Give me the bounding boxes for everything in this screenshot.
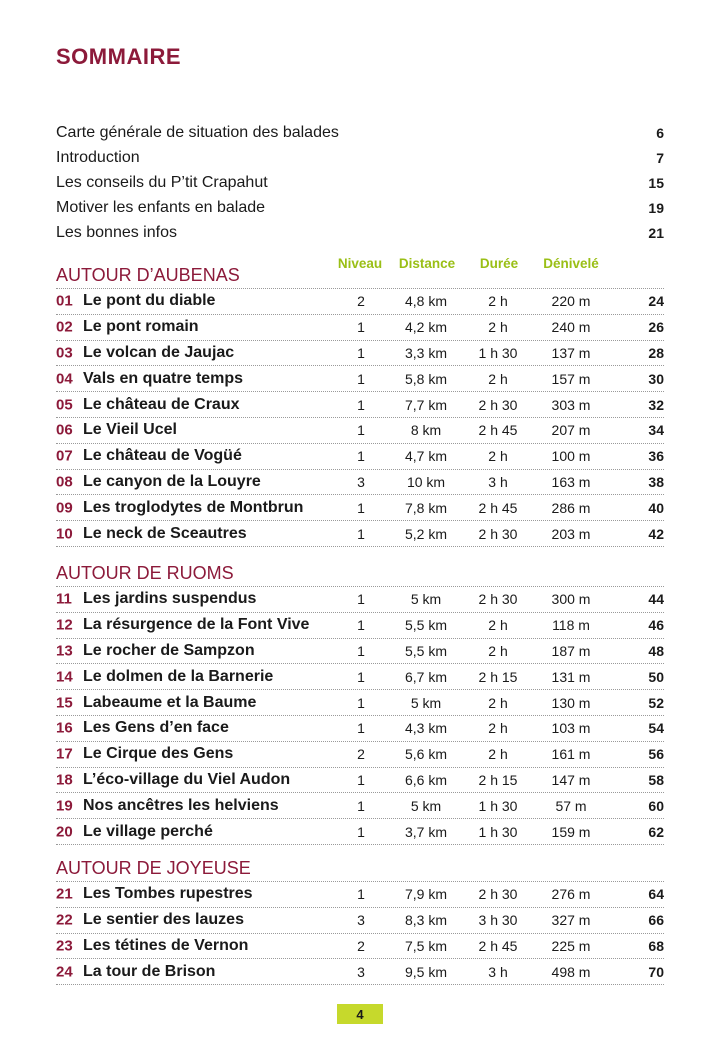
route-number: 01	[56, 292, 73, 310]
route-niveau: 2	[357, 293, 365, 310]
route-niveau: 3	[357, 963, 365, 980]
route-duree: 2 h	[488, 720, 508, 737]
route-number: 15	[56, 694, 73, 712]
route-row[interactable]	[56, 288, 664, 314]
route-row[interactable]	[56, 340, 664, 366]
route-row[interactable]	[56, 689, 664, 715]
route-distance: 7,9 km	[404, 886, 448, 903]
route-niveau: 1	[357, 771, 365, 788]
route-duree: 3 h 30	[478, 912, 518, 929]
route-row[interactable]	[56, 792, 664, 818]
route-page: 50	[648, 668, 664, 685]
route-name: Les Gens d’en face	[83, 719, 229, 737]
route-distance: 6,6 km	[404, 771, 448, 788]
intro-item[interactable]	[56, 220, 664, 245]
route-name: Le neck de Sceautres	[83, 524, 247, 542]
route-duree: 2 h 45	[478, 422, 518, 439]
route-distance: 5,6 km	[404, 746, 448, 763]
section-header	[56, 855, 664, 881]
route-distance: 7,8 km	[404, 499, 448, 516]
route-duree: 3 h	[488, 963, 508, 980]
route-denivele: 130 m	[551, 694, 591, 711]
route-niveau: 1	[357, 668, 365, 685]
route-number: 09	[56, 499, 73, 517]
route-number: 12	[56, 616, 73, 634]
route-name: Le pont du diable	[83, 292, 216, 310]
route-duree: 1 h 30	[478, 797, 518, 814]
route-name: Le dolmen de la Barnerie	[83, 667, 274, 685]
route-distance: 5,5 km	[404, 617, 448, 634]
route-duree: 1 h 30	[478, 344, 518, 361]
route-duree: 2 h 15	[478, 668, 518, 685]
route-row[interactable]	[56, 520, 664, 547]
intro-item-label: Carte générale de situation des balades	[56, 123, 339, 141]
route-denivele: 137 m	[551, 344, 591, 361]
route-duree: 2 h 30	[478, 886, 518, 903]
route-denivele: 131 m	[551, 668, 591, 685]
route-niveau: 1	[357, 396, 365, 413]
route-niveau: 1	[357, 591, 365, 608]
route-niveau: 1	[357, 370, 365, 387]
route-row[interactable]	[56, 443, 664, 469]
route-niveau: 3	[357, 473, 365, 490]
route-page: 66	[648, 912, 664, 929]
route-number: 14	[56, 668, 73, 686]
route-number: 23	[56, 937, 73, 955]
column-duree-header: Durée	[479, 256, 519, 271]
route-page: 56	[648, 746, 664, 763]
intro-item[interactable]	[56, 145, 664, 170]
route-number: 21	[56, 885, 73, 903]
route-name: La résurgence de la Font Vive	[83, 616, 310, 634]
route-niveau: 1	[357, 694, 365, 711]
route-denivele: 163 m	[551, 473, 591, 490]
route-number: 06	[56, 421, 73, 439]
route-distance: 8,3 km	[404, 912, 448, 929]
route-denivele: 220 m	[551, 293, 591, 310]
page-number-badge: 4	[337, 1004, 383, 1024]
route-distance: 9,5 km	[404, 963, 448, 980]
route-denivele: 286 m	[551, 499, 591, 516]
route-row[interactable]	[56, 818, 664, 845]
route-number: 10	[56, 525, 73, 543]
route-row[interactable]	[56, 958, 664, 985]
route-page: 48	[648, 642, 664, 659]
intro-item-page: 7	[656, 149, 664, 166]
route-name: La tour de Brison	[83, 962, 216, 980]
route-niveau: 2	[357, 746, 365, 763]
route-denivele: 118 m	[552, 617, 590, 634]
route-denivele: 203 m	[551, 525, 591, 542]
route-name: Vals en quatre temps	[83, 369, 244, 387]
route-name: Les Tombes rupestres	[83, 885, 253, 903]
intro-item-page: 21	[648, 224, 664, 241]
route-distance: 6,7 km	[404, 668, 448, 685]
route-page: 24	[648, 293, 664, 310]
route-number: 13	[56, 642, 73, 660]
route-distance: 4,8 km	[404, 293, 448, 310]
route-page: 30	[648, 370, 664, 387]
route-distance: 4,3 km	[404, 720, 448, 737]
route-page: 26	[648, 319, 664, 336]
route-duree: 2 h	[488, 448, 508, 465]
route-page: 58	[648, 771, 664, 788]
route-name: Le Vieil Ucel	[83, 421, 177, 439]
route-page: 70	[648, 963, 664, 980]
route-distance: 4,2 km	[404, 319, 448, 336]
route-number: 02	[56, 318, 73, 336]
route-name: Les tétines de Vernon	[83, 936, 249, 954]
route-duree: 2 h 30	[478, 525, 518, 542]
route-duree: 2 h 45	[478, 937, 518, 954]
route-duree: 2 h	[488, 293, 508, 310]
route-distance: 5 km	[410, 797, 442, 814]
route-duree: 2 h	[488, 746, 508, 763]
intro-item-label: Introduction	[56, 148, 140, 166]
route-niveau: 2	[357, 937, 365, 954]
route-number: 18	[56, 771, 73, 789]
route-number: 05	[56, 396, 73, 414]
route-distance: 10 km	[406, 473, 446, 490]
route-niveau: 1	[357, 642, 365, 659]
route-duree: 2 h	[488, 319, 508, 336]
route-distance: 5 km	[410, 591, 442, 608]
intro-item-label: Les conseils du P’tit Crapahut	[56, 173, 268, 191]
route-page: 62	[648, 823, 664, 840]
route-page: 52	[648, 694, 664, 711]
route-niveau: 1	[357, 617, 365, 634]
route-duree: 2 h	[488, 642, 508, 659]
route-row[interactable]	[56, 741, 664, 767]
route-niveau: 1	[357, 720, 365, 737]
route-niveau: 1	[357, 886, 365, 903]
route-page: 60	[648, 797, 664, 814]
route-row[interactable]	[56, 391, 664, 417]
route-denivele: 225 m	[551, 937, 591, 954]
route-denivele: 327 m	[551, 912, 591, 929]
column-distance-header: Distance	[398, 256, 456, 271]
route-row[interactable]	[56, 663, 664, 689]
route-row[interactable]	[56, 365, 664, 391]
route-page: 28	[648, 344, 664, 361]
intro-item-label: Motiver les enfants en balade	[56, 198, 266, 216]
route-distance: 7,5 km	[404, 937, 448, 954]
route-page: 54	[648, 720, 664, 737]
route-row[interactable]	[56, 314, 664, 340]
intro-item[interactable]	[56, 195, 664, 220]
route-row[interactable]	[56, 767, 664, 793]
route-name: L’éco-village du Viel Audon	[83, 770, 291, 788]
route-number: 04	[56, 370, 73, 388]
route-niveau: 3	[357, 912, 365, 929]
section-header	[56, 560, 664, 586]
route-name: Nos ancêtres les helviens	[83, 796, 279, 814]
route-number: 22	[56, 911, 73, 929]
route-duree: 2 h 45	[478, 499, 518, 516]
route-number: 19	[56, 797, 73, 815]
route-page: 46	[648, 617, 664, 634]
route-denivele: 303 m	[551, 396, 591, 413]
route-distance: 5 km	[410, 694, 442, 711]
route-row[interactable]	[56, 612, 664, 638]
intro-item-page: 19	[648, 199, 664, 216]
section-header	[56, 256, 664, 288]
route-duree: 3 h	[488, 473, 508, 490]
route-page: 68	[648, 937, 664, 954]
intro-item[interactable]	[56, 170, 664, 195]
route-denivele: 498 m	[551, 963, 591, 980]
section-joyeuse	[56, 855, 664, 985]
intro-item-page: 6	[656, 124, 664, 141]
route-denivele: 276 m	[551, 886, 591, 903]
route-niveau: 1	[357, 448, 365, 465]
route-niveau: 1	[357, 525, 365, 542]
route-page: 38	[648, 473, 664, 490]
route-row[interactable]	[56, 907, 664, 933]
route-duree: 2 h 30	[478, 591, 518, 608]
route-name: Le rocher de Sampzon	[83, 641, 255, 659]
route-duree: 2 h	[488, 617, 508, 634]
route-name: Le pont romain	[83, 318, 199, 336]
route-number: 17	[56, 745, 73, 763]
route-row[interactable]	[56, 638, 664, 664]
route-name: Le château de Craux	[83, 395, 240, 413]
route-denivele: 147 m	[551, 771, 591, 788]
route-name: Le volcan de Jaujac	[83, 343, 235, 361]
route-name: Le village perché	[83, 822, 213, 840]
route-number: 24	[56, 963, 73, 981]
route-duree: 2 h 30	[478, 396, 518, 413]
intro-item-label: Les bonnes infos	[56, 223, 177, 241]
route-row[interactable]	[56, 715, 664, 741]
route-page: 32	[648, 396, 664, 413]
route-distance: 5,2 km	[404, 525, 448, 542]
route-page: 44	[648, 591, 664, 608]
section-title: AUTOUR DE RUOMS	[56, 563, 234, 583]
route-name: Le château de Vogüé	[83, 447, 242, 465]
route-distance: 5,8 km	[404, 370, 448, 387]
route-denivele: 240 m	[551, 319, 591, 336]
route-duree: 1 h 30	[478, 823, 518, 840]
route-row[interactable]	[56, 933, 664, 959]
section-title: AUTOUR DE JOYEUSE	[56, 858, 251, 878]
route-row[interactable]	[56, 417, 664, 443]
route-name: Labeaume et la Baume	[83, 693, 257, 711]
route-denivele: 57 m	[555, 797, 587, 814]
route-distance: 4,7 km	[404, 448, 448, 465]
route-distance: 5,5 km	[404, 642, 448, 659]
route-row[interactable]	[56, 494, 664, 520]
route-page: 36	[648, 448, 664, 465]
route-row[interactable]	[56, 586, 664, 612]
route-denivele: 187 m	[551, 642, 591, 659]
route-page: 64	[648, 886, 664, 903]
route-row[interactable]	[56, 881, 664, 907]
route-denivele: 161 m	[551, 746, 591, 763]
route-denivele: 157 m	[551, 370, 591, 387]
route-niveau: 1	[357, 422, 365, 439]
route-number: 08	[56, 473, 73, 491]
route-niveau: 1	[357, 319, 365, 336]
route-duree: 2 h	[488, 694, 508, 711]
route-denivele: 159 m	[551, 823, 591, 840]
route-page: 42	[648, 525, 664, 542]
route-distance: 3,3 km	[404, 344, 448, 361]
route-name: Le sentier des lauzes	[83, 911, 244, 929]
column-niveau-header: Niveau	[337, 256, 383, 271]
route-name: Les troglodytes de Montbrun	[83, 498, 304, 516]
route-niveau: 1	[357, 797, 365, 814]
route-row[interactable]	[56, 469, 664, 495]
route-duree: 2 h	[488, 370, 508, 387]
section-ruoms	[56, 560, 664, 845]
route-name: Les jardins suspendus	[83, 590, 257, 608]
route-denivele: 207 m	[551, 422, 591, 439]
route-name: Le canyon de la Louyre	[83, 472, 261, 490]
section-title: AUTOUR D’AUBENAS	[56, 265, 240, 285]
column-denivele-header: Dénivelé	[543, 256, 599, 271]
route-denivele: 103 m	[551, 720, 591, 737]
route-distance: 8 km	[410, 422, 442, 439]
route-niveau: 1	[357, 344, 365, 361]
route-number: 11	[56, 590, 72, 608]
route-denivele: 100 m	[551, 448, 591, 465]
route-number: 16	[56, 719, 73, 737]
route-page: 40	[648, 499, 664, 516]
route-niveau: 1	[357, 499, 365, 516]
route-niveau: 1	[357, 823, 365, 840]
route-distance: 7,7 km	[404, 396, 448, 413]
route-name: Le Cirque des Gens	[83, 745, 234, 763]
section-aubenas	[56, 256, 664, 547]
intro-item-page: 15	[648, 174, 664, 191]
intro-item[interactable]	[56, 120, 664, 145]
route-distance: 3,7 km	[404, 823, 448, 840]
route-duree: 2 h 15	[478, 771, 518, 788]
route-number: 03	[56, 344, 73, 362]
intro-list	[56, 120, 664, 245]
route-page: 34	[648, 422, 664, 439]
route-number: 07	[56, 447, 73, 465]
page-title: SOMMAIRE	[56, 44, 181, 69]
route-denivele: 300 m	[551, 591, 591, 608]
route-number: 20	[56, 823, 73, 841]
